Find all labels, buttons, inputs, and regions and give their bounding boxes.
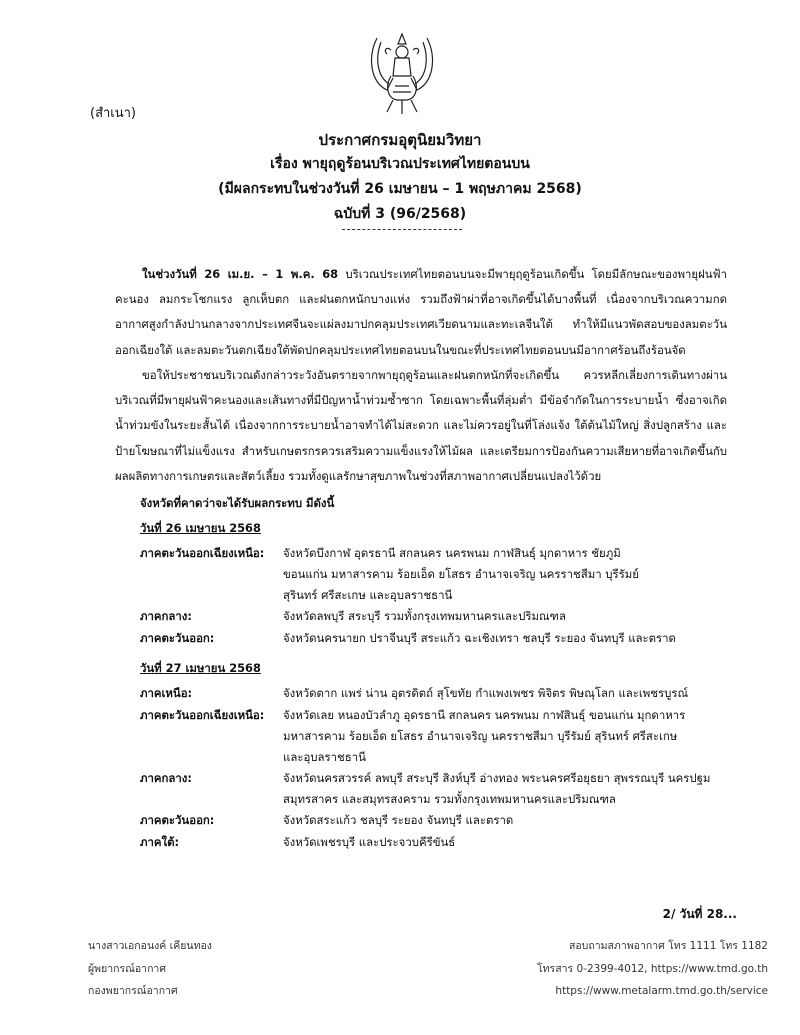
garuda-emblem-icon [357, 28, 447, 118]
region-row [140, 832, 740, 853]
region-provinces [283, 543, 740, 606]
region-row [140, 768, 740, 810]
signer-position: ผู้พยากรณ์อากาศ [88, 962, 166, 975]
region-label: ภาคกลาง: [140, 609, 192, 623]
province-line: มหาสารคาม ร้อยเอ็ด ยโสธร อำนาจเจริญ นครราชสีมา บุรีรัมย์ สุรินทร์ ศรีสะเกษ [283, 729, 678, 743]
paragraph-advice [115, 363, 727, 489]
divider [342, 229, 462, 230]
region-label: ภาคตะวันออก: [140, 813, 215, 827]
province-line: จังหวัดบึงกาฬ อุดรธานี สกลนคร นครพนม กาฬสินธุ์ มุกดาหาร ชัยภูมิ [283, 546, 621, 560]
subject: เรื่อง พายุฤดูร้อนบริเวณประเทศไทยตอนบน [270, 156, 530, 172]
paragraph-text: บริเวณประเทศไทยตอนบนจะมีพายุฤดูร้อนเกิดขึ้น โดยมีลักษณะของพายุฝนฟ้าคะนอง ลมกระโชกแรง ลูกเห็บตก และฝนตกหนักบางแห่ง รวมถึงฟ้าผ่าที่อาจเกิดขึ้นได้บางพื้นที่ เนื่องจากบริเวณความกดอากาศสูงกำลังปานกลางจากประเทศจีนจะแผ่ลงมาปกคลุมประเทศเวียดนามและทะเลจีนใต้ ทำให้มีแนวพัดสอบของลมตะวันออกเฉียงใต้ และลมตะวันตกเฉียงใต้พัดปกคลุมประเทศไทยตอนบนในขณะที่ประเทศไทยตอนบนมีอากาศร้อนถึงร้อนจัด [115, 267, 727, 357]
region-label: ภาคตะวันออกเฉียงเหนือ: [140, 708, 265, 722]
region-row [140, 683, 740, 704]
province-line: จังหวัดเลย หนองบัวลำภู อุดรธานี สกลนคร นครพนม กาฬสินธุ์ ขอนแก่น มุกดาหาร [283, 708, 686, 722]
region-row [140, 810, 740, 831]
paragraph-situation [115, 262, 727, 363]
province-line: สมุทรสาคร และสมุทรสงคราม รวมทั้งกรุงเทพมหานครและปริมณฑล [283, 792, 616, 806]
contact-block [537, 935, 768, 1003]
region-label: ภาคใต้: [140, 835, 180, 849]
affected-title: จังหวัดที่คาดว่าจะได้รับผลกระทบ มีดังนี้ [140, 496, 335, 510]
signature-block [88, 935, 212, 1003]
effective-period: (มีผลกระทบในช่วงวันที่ 26 เมษายน – 1 พฤษภาคม 2568) [218, 181, 582, 197]
paragraph-lead: ในช่วงวันที่ 26 เม.ย. – 1 พ.ค. 68 [142, 267, 339, 281]
contact-service-link[interactable]: https://www.metalarm.tmd.go.th/service [555, 985, 768, 997]
region-provinces: จังหวัดนครนายก ปราจีนบุรี สระแก้ว ฉะเชิงเทรา ชลบุรี ระยอง จันทบุรี และตราด [283, 631, 676, 645]
contact-phone: สอบถามสภาพอากาศ โทร 1111 โทร 1182 [568, 940, 768, 952]
region-provinces [283, 705, 740, 768]
page-title: ประกาศกรมอุตุนิยมวิทยา [318, 131, 482, 149]
province-line: ขอนแก่น มหาสารคาม ร้อยเอ็ด ยโสธร อำนาจเจริญ นครราชสีมา บุรีรัมย์ [283, 567, 639, 581]
region-label: ภาคเหนือ: [140, 686, 193, 700]
next-page-marker: 2/ วันที่ 28... [662, 907, 737, 921]
region-row [140, 705, 740, 768]
region-label: ภาคกลาง: [140, 771, 192, 785]
region-provinces: จังหวัดสระแก้ว ชลบุรี ระยอง จันทบุรี และตราด [283, 813, 514, 827]
province-line: สุรินทร์ ศรีสะเกษ และอุบลราชธานี [283, 588, 453, 602]
signer-division: กองพยากรณ์อากาศ [88, 985, 178, 997]
region-label: ภาคตะวันออกเฉียงเหนือ: [140, 546, 265, 560]
contact-fax-web: โทรสาร 0-2399-4012, https://www.tmd.go.th [537, 962, 768, 975]
region-row [140, 628, 740, 649]
signer-name: นางสาวเอกอนงค์ เคียนทอง [88, 940, 212, 952]
province-line: จังหวัดนครสวรรค์ ลพบุรี สระบุรี สิงห์บุรี อ่างทอง พระนครศรีอยุธยา สุพรรณบุรี นครปฐม [283, 771, 711, 785]
issue-number: ฉบับที่ 3 (96/2568) [333, 206, 467, 222]
region-label: ภาคตะวันออก: [140, 631, 215, 645]
region-provinces: จังหวัดเพชรบุรี และประจวบคีรีขันธ์ [283, 835, 456, 849]
paragraph-text: ขอให้ประชาชนบริเวณดังกล่าวระวังอันตรายจากพายุฤดูร้อนและฝนตกหนักที่จะเกิดขึ้น ควรหลีกเลี่ยงการเดินทางผ่านบริเวณที่มีพายุฝนฟ้าคะนองและเส้นทางที่มีปัญหาน้ำท่วมซ้ำซาก โดยเฉพาะพื้นที่ลุ่มต่ำ มีข้อจำกัดในการระบายน้ำ ซึ่งอาจเกิดน้ำท่วมขังในระยะสั้นได้ เนื่องจากการระบายน้ำอาจทำได้ไม่สะดวก และไม่ควรอยู่ในที่โล่งแจ้ง ใต้ต้นไม้ใหญ่ สิ่งปลูกสร้าง และป้ายโฆษณาที่ไม่แข็งแรง สำหรับเกษตรกรควรเสริมความแข็งแรงให้ไม้ผล และเตรียมการป้องกันความเสียหายที่อาจเกิดขึ้นกับผลผลิตทางการเกษตรและสัตว์เลี้ยง รวมทั้งดูแลรักษาสุขภาพในช่วงที่สภาพอากาศเปลี่ยนแปลงไว้ด้วย [115, 368, 727, 483]
region-row [140, 543, 740, 606]
region-provinces: จังหวัดลพบุรี สระบุรี รวมทั้งกรุงเทพมหานครและปริมณฑล [283, 609, 566, 623]
region-provinces [283, 768, 740, 810]
region-provinces: จังหวัดตาก แพร่ น่าน อุตรดิตถ์ สุโขทัย กำแพงเพชร พิจิตร พิษณุโลก และเพชรบูรณ์ [283, 686, 689, 700]
province-line: และอุบลราชธานี [283, 750, 366, 764]
region-row [140, 606, 740, 627]
copy-label: (สำเนา) [90, 106, 137, 121]
date-heading: วันที่ 27 เมษายน 2568 [140, 661, 261, 675]
date-heading: วันที่ 26 เมษายน 2568 [140, 521, 261, 535]
